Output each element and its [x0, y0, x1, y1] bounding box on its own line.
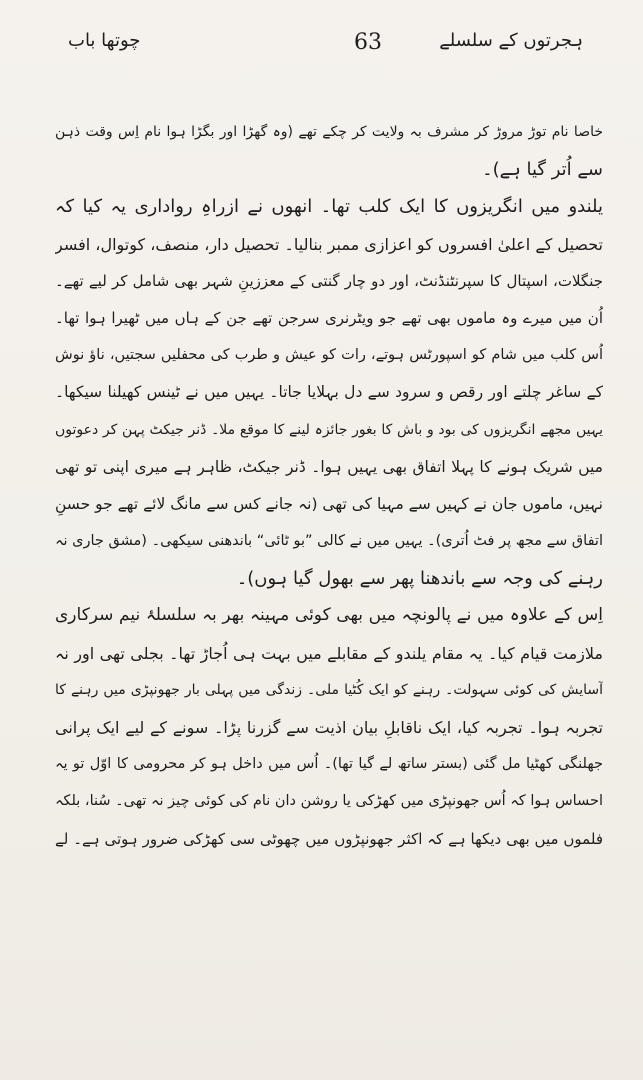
text-line: اُس کلب میں شام کو اسپورٹس ہوتے، رات کو عیش و طرب کی محفلیں سجتیں، ناؤ نوش [55, 347, 603, 364]
text-line: تحصیل کے اعلیٰ افسروں کو اعزازی ممبر بنالیا۔ تحصیل دار، منصف، کوتوال، افسر [55, 234, 603, 254]
text-line: جنگلات، اسپتال کا سپرنٹنڈنٹ، اور دو چار گنتی کے معززینِ شہر بھی شامل کر لیے تھے۔ [55, 271, 603, 290]
page-body [55, 114, 603, 858]
text-line: اِس کے علاوہ میں نے پالونچہ میں بھی کوئی مہینہ بھر بہ سلسلۂ نیم سرکاری [55, 605, 603, 626]
text-line: خاصا نام توڑ مروڑ کر مشرف بہ ولایت کر چکے تھے (وہ گھڑا اور بگڑا ہوا نام اِس وقت ذہن [55, 124, 603, 140]
text-line: جھلنگی کھٹیا مل گئی (بستر ساتھ لے گیا تھا)۔ اُس میں داخل ہو کر محرومی کا اوّل تو یہ [55, 756, 603, 773]
text-line: کے ساغر چلتے اور رقص و سرود سے دل بہلایا جاتا۔ یہیں میں نے ٹینس کھیلنا سیکھا۔ [55, 383, 603, 402]
text-line: اتفاق سے مجھ پر فٹ اُتری)۔ یہیں میں نے کالی ”بو ٹائی“ باندھنی سیکھی۔ (مشق جاری نہ [55, 533, 603, 550]
text-line: میں شریک ہونے کا پہلا اتفاق بھی یہیں ہوا۔ ڈنر جیکٹ، ظاہر ہے میری اپنی تو تھی [55, 457, 603, 476]
text-line: تجربہ ہوا۔ تجربہ کیا، ایک ناقابلِ بیان اذیت سے گزرنا پڑا۔ سونے کے لیے ایک پرانی [55, 718, 603, 737]
text-line: یہیں مجھے انگریزوں کی بود و باش کا بغور جائزہ لینے کا موقع ملا۔ ڈنر جیکٹ پہن کر دعوتوں [55, 421, 603, 438]
text-line: اُن میں میرے وہ ماموں بھی تھے جو ویٹرنری سرجن تھے جن کے ہاں میں ٹھیرا ہوا تھا۔ [55, 308, 603, 327]
text-line: رہنے کی وجہ سے باندھنا پھر سے بھول گیا ہوں)۔ [236, 568, 603, 590]
text-line: سے اُتر گیا ہے)۔ [482, 159, 603, 181]
text-line: احساس ہوا کہ اُس جھونپڑی میں کھڑکی یا روشن دان نام کی کوئی چیز نہ تھی۔ سُنا، بلکہ [55, 793, 603, 810]
chapter-title: چوتھا باب [68, 30, 141, 51]
page-header [68, 30, 583, 72]
page-number: 63 [354, 30, 382, 55]
text-line: نہیں، ماموں جان نے کہیں سے مہیا کی تھی (نہ جانے کس سے مانگ لائے تھے جو حسنِ [55, 494, 603, 513]
text-line: یلندو میں انگریزوں کا ایک کلب تھا۔ انھوں نے ازراہِ رواداری یہ کیا کہ [55, 196, 603, 218]
text-line: فلموں میں بھی دیکھا ہے کہ اکثر جھونپڑوں میں چھوٹی سی کھڑکی ضرور ہوتی ہے۔ لے [55, 829, 603, 848]
book-title: ہجرتوں کے سلسلے [439, 30, 583, 51]
text-line: آسایش کی کوئی سہولت۔ رہنے کو ایک کُٹیا ملی۔ زندگی میں پہلی بار جھونپڑی میں رہنے کا [55, 681, 603, 698]
text-line: ملازمت قیام کیا۔ یہ مقام یلندو کے مقابلے میں بہت ہی اُجاڑ تھا۔ بجلی تھی اور نہ [55, 643, 603, 663]
